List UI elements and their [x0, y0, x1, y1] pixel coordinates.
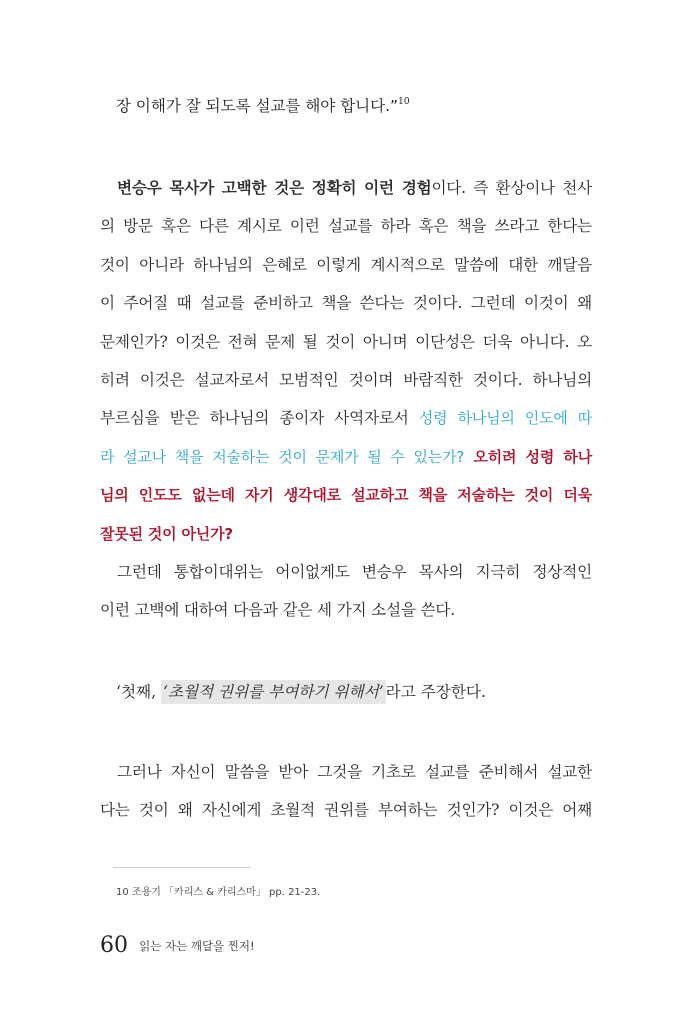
footnote-reference: 10 — [398, 97, 410, 107]
red-emphasis: 오히려 성령 하나 — [464, 447, 592, 466]
red-emphasis: 잘못된 것이 아닌가? — [100, 524, 233, 543]
paragraph-line: 부르심을 받은 하나님의 종이자 사역자로서 성령 하나님의 인도에 따 — [100, 409, 592, 428]
paragraph-line: 의 방문 혹은 다른 계시로 이런 설교를 하라 혹은 책을 쓰라고 한다는 — [100, 217, 592, 236]
paragraph-line: 이런 고백에 대하여 다음과 같은 세 가지 소설을 쓴다. — [100, 601, 455, 620]
paragraph-line: 문제인가? 이것은 전혀 문제 될 것이 아니며 이단성은 더욱 아니다. 오 — [100, 332, 592, 351]
blue-emphasis: 성령 하나님의 인도에 따 — [418, 409, 592, 428]
paragraph-line: 그런데 통합이대위는 어이없게도 변승우 목사의 지극히 정상적인 — [117, 563, 592, 581]
blue-emphasis: 라 설교나 책을 저술하는 것이 문제가 될 수 있는가? — [100, 447, 465, 466]
paragraph-line: 다는 것이 왜 자신에게 초월적 권위를 부여하는 것인가? 이것은 어째 — [100, 801, 592, 820]
claim-highlight: ‘초월적 권위를 부여하기 위해서’ — [161, 680, 386, 704]
claim-prefix: ‘첫째, — [116, 683, 157, 701]
paragraph-line: 변승우 목사가 고백한 것은 정확히 이런 경험이다. 즉 환상이나 천사 — [117, 178, 592, 197]
paragraph-main — [100, 169, 592, 553]
paragraph-line: 이 주어질 때 설교를 준비하고 책을 쓴다는 것이다. 그런데 이것이 왜 — [100, 294, 592, 313]
page-number: 60 — [100, 933, 128, 958]
bold-emphasis: 변승우 목사가 고백한 것은 정확히 이런 경험 — [117, 178, 432, 197]
page-footer — [100, 933, 255, 958]
footnote: 10 조용기 「카리스 & 카리스마」 pp. 21-23. — [116, 887, 321, 898]
paragraph-second — [100, 553, 592, 630]
paragraph-line — [100, 476, 592, 514]
quote-text: 장 이해가 잘 되도록 설교를 해야 합니다.” — [116, 97, 399, 115]
paragraph-line: 그러나 자신이 말씀을 받아 그것을 기초로 설교를 준비해서 설교한 — [117, 763, 592, 781]
book-title: 읽는 자는 깨달을 찐저! — [139, 938, 255, 953]
paragraph-line: 것이 아니라 하나님의 은혜로 이렇게 계시적으로 말씀에 대한 깨달음 — [100, 255, 592, 274]
claim-suffix: 라고 주장한다. — [385, 683, 486, 701]
first-claim — [116, 677, 486, 707]
paragraph-line — [100, 515, 592, 553]
footnote-divider — [113, 867, 251, 868]
paragraph-third — [100, 753, 592, 830]
paragraph-line: 히려 이것은 설교자로서 모범적인 것이며 바람직한 것이다. 하나님의 — [100, 370, 592, 389]
red-emphasis: 님의 인도도 없는데 자기 생각대로 설교하고 책을 저술하는 것이 더욱 — [100, 486, 592, 505]
quote-continuation — [116, 94, 410, 116]
paragraph-line — [100, 438, 592, 476]
